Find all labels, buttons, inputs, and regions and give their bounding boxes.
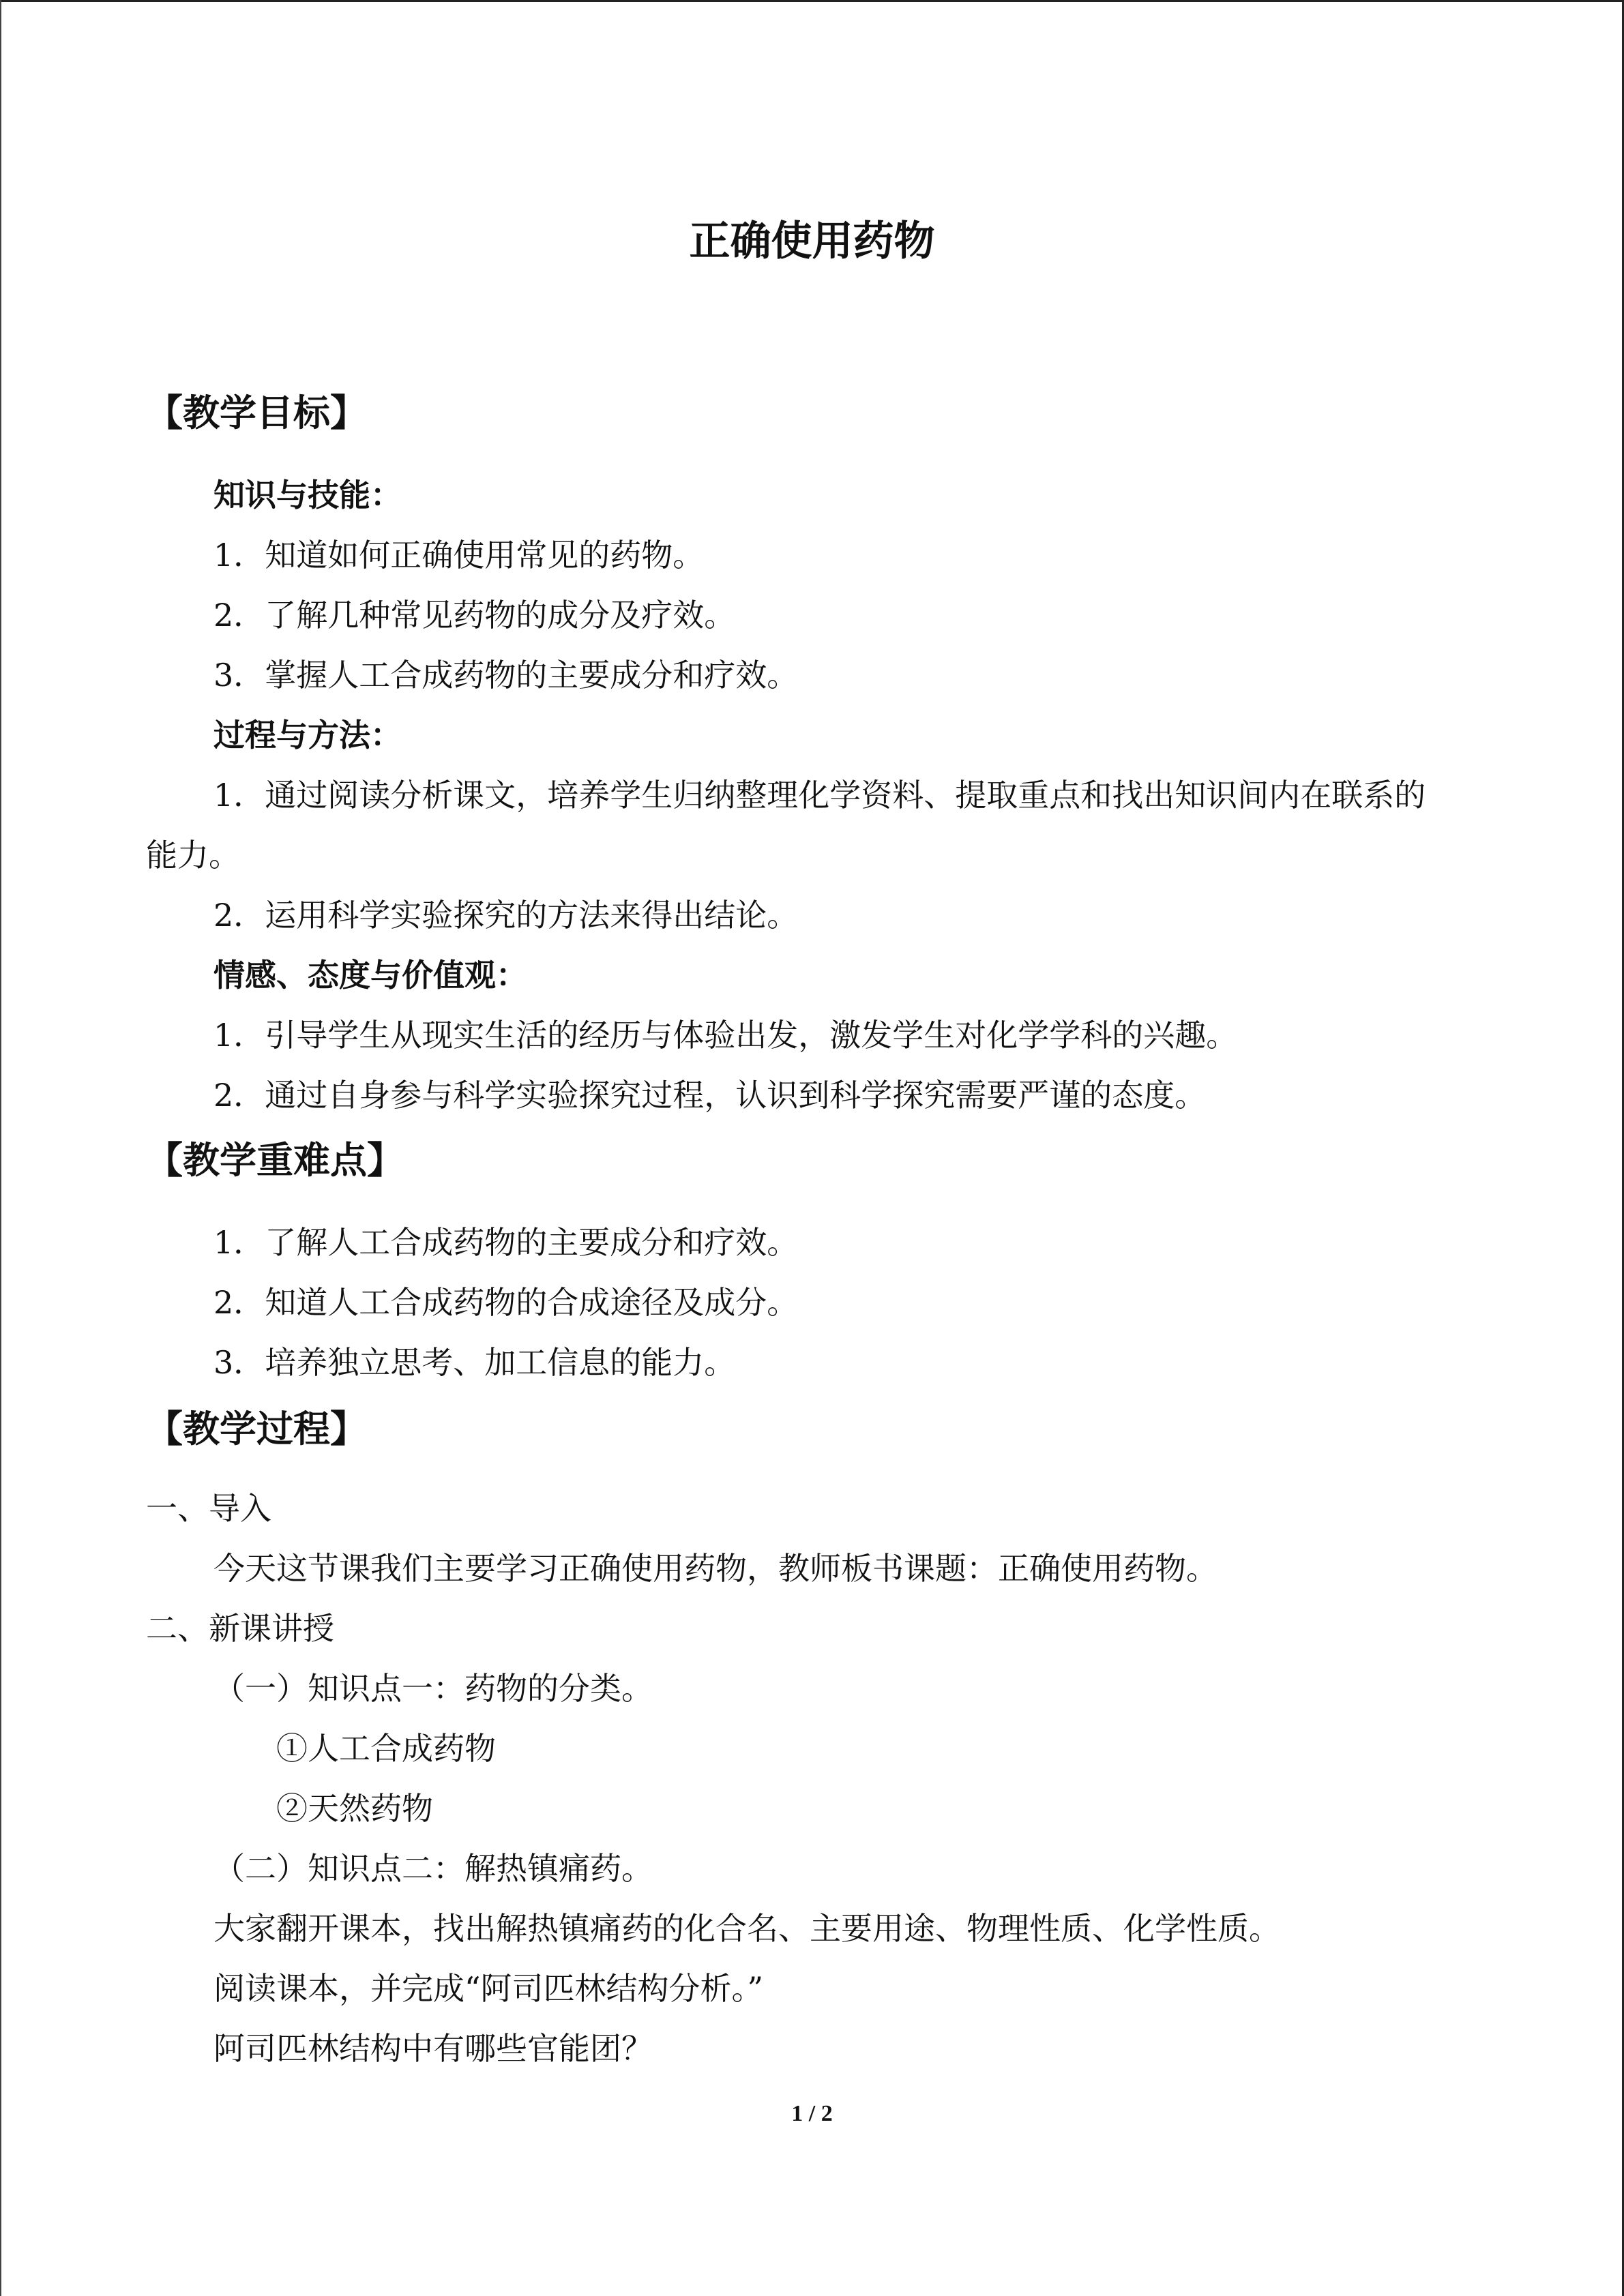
page-border-top xyxy=(0,0,1624,2)
knowledge-item-1: 1．知道如何正确使用常见的药物。 xyxy=(213,537,705,573)
page-border-left xyxy=(0,0,1,2296)
intro-text: 今天这节课我们主要学习正确使用药物，教师板书课题：正确使用药物。 xyxy=(213,1550,1217,1587)
key-point-item-1: 1．了解人工合成药物的主要成分和疗效。 xyxy=(213,1224,799,1261)
attitude-item-2: 2．通过自身参与科学实验探究过程，认识到科学探究需要严谨的态度。 xyxy=(213,1077,1207,1114)
knowledge-point-1-b: ②天然药物 xyxy=(276,1790,433,1827)
intro-heading: 一、导入 xyxy=(146,1490,271,1527)
page-number: 1 / 2 xyxy=(791,2101,833,2126)
page-title: 正确使用药物 xyxy=(689,218,935,265)
attitude-item-1: 1．引导学生从现实生活的经历与体验出发，激发学生对化学学科的兴趣。 xyxy=(213,1017,1238,1054)
process-text-2: 阅读课本，并完成“阿司匹林结构分析。” xyxy=(213,1970,764,2007)
process-item-2: 2．运用科学实验探究的方法来得出结论。 xyxy=(213,897,799,934)
process-item-1-line-2: 能力。 xyxy=(146,837,240,874)
knowledge-point-2: （二）知识点二：解热镇痛药。 xyxy=(213,1850,653,1887)
section-heading-process: 【教学过程】 xyxy=(146,1407,367,1450)
section-heading-key-points: 【教学重难点】 xyxy=(146,1139,404,1182)
knowledge-item-3: 3．掌握人工合成药物的主要成分和疗效。 xyxy=(213,657,799,694)
subheading-process-method: 过程与方法： xyxy=(213,717,402,754)
key-point-item-3: 3．培养独立思考、加工信息的能力。 xyxy=(213,1344,736,1381)
process-item-1-line-1: 1．通过阅读分析课文，培养学生归纳整理化学资料、提取重点和找出知识间内在联系的 xyxy=(213,777,1426,814)
knowledge-point-1: （一）知识点一：药物的分类。 xyxy=(213,1670,653,1707)
subheading-knowledge: 知识与技能： xyxy=(213,477,402,513)
process-text-1: 大家翻开课本，找出解热镇痛药的化合名、主要用途、物理性质、化学性质。 xyxy=(213,1910,1280,1947)
knowledge-point-1-a: ①人工合成药物 xyxy=(276,1730,496,1767)
new-lesson-heading: 二、新课讲授 xyxy=(146,1610,334,1647)
section-heading-objectives: 【教学目标】 xyxy=(146,391,367,434)
process-text-3: 阿司匹林结构中有哪些官能团？ xyxy=(213,2030,653,2067)
subheading-attitude: 情感、态度与价值观： xyxy=(213,957,527,994)
key-point-item-2: 2．知道人工合成药物的合成途径及成分。 xyxy=(213,1284,799,1321)
knowledge-item-2: 2．了解几种常见药物的成分及疗效。 xyxy=(213,597,736,633)
